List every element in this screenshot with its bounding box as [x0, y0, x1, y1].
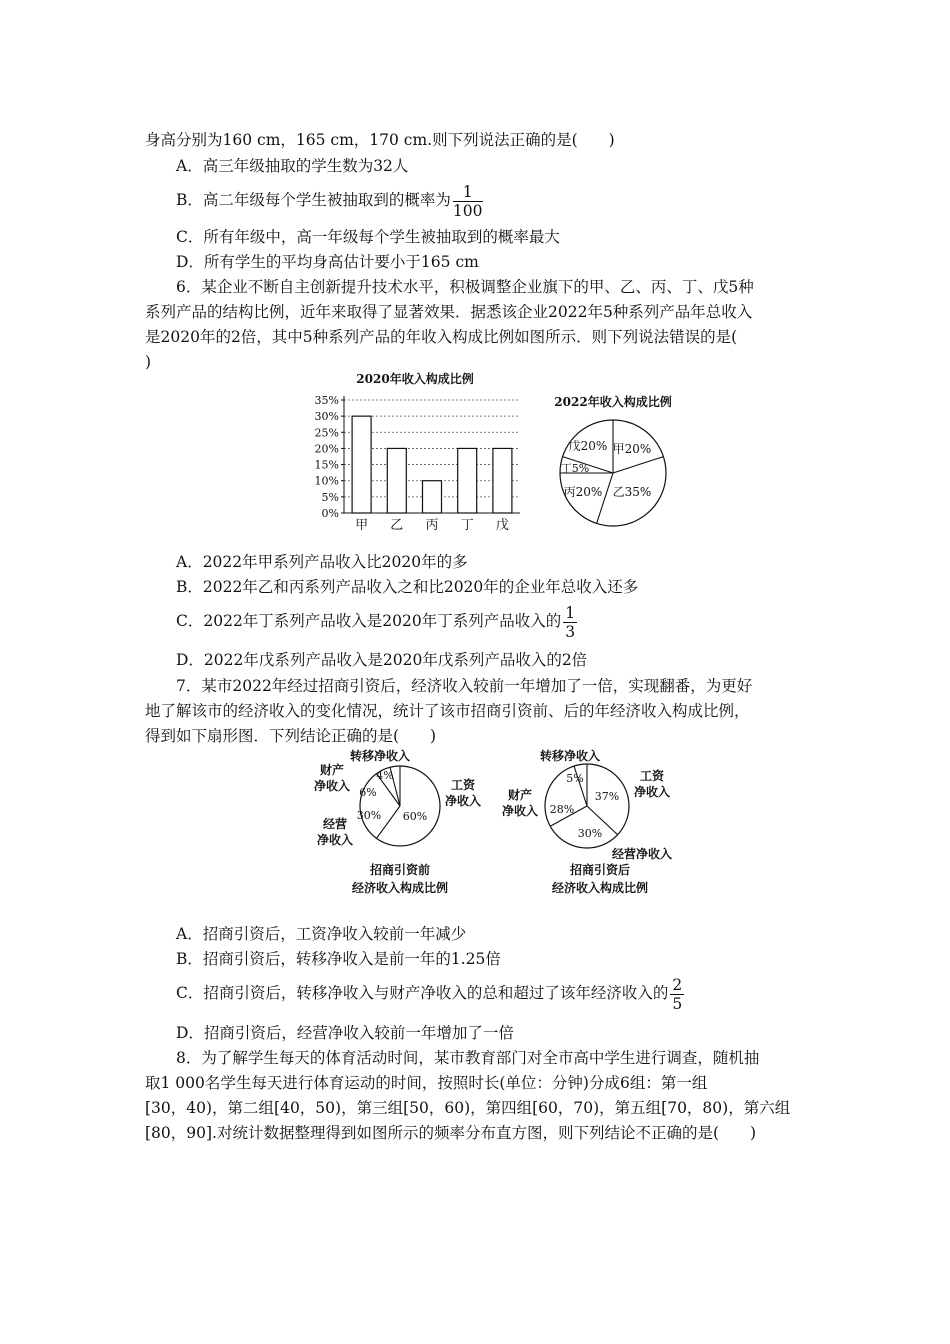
- q5-option-d: D．所有学生的平均身高估计要小于165 cm: [176, 253, 479, 271]
- after-pct-wage: 37%: [594, 790, 620, 803]
- bar-ytick-label: 25%: [314, 426, 339, 440]
- q5-b-denominator: 100: [452, 201, 483, 220]
- q8-stem-line-3: [30，40)，第二组[40，50)，第三组[50，60)，第四组[60，70)，第五组[70，80)，第六组: [145, 1099, 791, 1117]
- q5-option-b-fraction: [453, 183, 483, 220]
- q7-option-c-fraction: [670, 976, 684, 1013]
- bar-ytick-label: 30%: [314, 410, 339, 424]
- q6-option-a: A．2022年甲系列产品收入比2020年的多: [176, 553, 468, 571]
- bar-yticks: [315, 394, 520, 520]
- q7-stem-line-1: 7．某市2022年经过招商引资后，经济收入较前一年增加了一倍，实现翻番，为更好: [176, 677, 753, 695]
- q6-stem-line-4: ): [145, 353, 152, 371]
- before-pct-property: 6%: [359, 786, 377, 799]
- q8-stem-line-4: [80，90].对统计数据整理得到如图所示的频率分布直方图，则下列结论不正确的是( ): [145, 1124, 757, 1142]
- q5-option-a: A．高三年级抽取的学生数为32人: [176, 157, 409, 175]
- bar-ytick-label: 10%: [314, 474, 339, 488]
- after-label-transfer: 转移净收入: [539, 749, 601, 763]
- q5-option-c: C．所有年级中，高一年级每个学生被抽取到的概率最大: [176, 228, 560, 246]
- q7-option-a: A．招商引资后，工资净收入较前一年减少: [176, 925, 467, 943]
- pie-2022-label-jia: 甲20%: [612, 442, 652, 456]
- bar-categories: [355, 517, 509, 533]
- q6-stem-line-3: 是2020年的2倍，其中5种系列产品的年收入构成比例如图所示．则下列说法错误的是(: [145, 328, 738, 346]
- before-label-business-1: 经营: [322, 817, 348, 831]
- after-label-business: 经营净收入: [611, 847, 673, 861]
- q7-option-b: B．招商引资后，转移净收入是前一年的1.25倍: [176, 950, 501, 968]
- pie-before-slices: [360, 766, 440, 846]
- bar-ytick-label: 5%: [321, 490, 339, 504]
- before-label-wage-1: 工资: [450, 778, 476, 792]
- before-pct-wage: 60%: [402, 810, 428, 823]
- before-pct-transfer: 4%: [376, 769, 394, 782]
- chart-after-pie: [490, 744, 690, 902]
- bar-category-label: 乙: [390, 518, 404, 533]
- after-title-1: 招商引资后: [569, 863, 631, 877]
- after-title-2: 经济收入构成比例: [551, 881, 649, 895]
- q7-option-c-text: C．招商引资后，转移净收入与财产净收入的总和超过了该年经济收入的: [176, 984, 669, 1002]
- chart-2022-title: 2022年收入构成比例: [554, 395, 672, 409]
- bar-甲: [352, 416, 371, 513]
- before-title-1: 招商引资前: [369, 863, 431, 877]
- bar-戊: [493, 448, 512, 513]
- chart-2020-bar: [300, 368, 530, 540]
- pie-2022-label-wu: 戊20%: [568, 439, 608, 453]
- before-label-wage-2: 净收入: [444, 794, 482, 808]
- q5-b-numerator: 1: [453, 183, 483, 202]
- chart-before-pie: [300, 744, 500, 902]
- after-label-wage-1: 工资: [639, 769, 665, 783]
- q5-option-b-text: B．高二年级每个学生被抽取到的概率为: [176, 191, 451, 209]
- q7-option-d: D．招商引资后，经营净收入较前一年增加了一倍: [176, 1024, 514, 1042]
- pie-2022-label-ding: 丁5%: [560, 462, 590, 475]
- after-pct-property: 28%: [549, 803, 575, 816]
- bar-ytick-label: 0%: [321, 507, 339, 520]
- before-pct-business: 30%: [356, 809, 382, 822]
- q8-stem-line-2: 取1 000名学生每天进行体育运动的时间，按照时长(单位：分钟)分成6组：第一组: [145, 1074, 708, 1092]
- chart-2020-title: 2020年收入构成比例: [356, 372, 474, 386]
- before-label-business-2: 净收入: [316, 833, 354, 847]
- bar-category-label: 甲: [355, 518, 369, 533]
- q7-c-denominator: 5: [672, 994, 683, 1013]
- q7-option-c: [176, 973, 686, 1013]
- q6-option-b: B．2022年乙和丙系列产品收入之和比2020年的企业年总收入还多: [176, 578, 639, 596]
- q6-stem-line-2: 系列产品的结构比例，近年来取得了显著效果．据悉该企业2022年5种系列产品年总收入: [145, 303, 753, 321]
- before-label-property-1: 财产: [319, 763, 345, 777]
- bar-category-label: 丙: [425, 518, 439, 533]
- after-label-wage-2: 净收入: [633, 785, 671, 799]
- q8-stem-line-1: 8．为了解学生每天的体育活动时间，某市教育部门对全市高中学生进行调查，随机抽: [176, 1049, 760, 1067]
- bar-ytick-label: 20%: [314, 442, 339, 456]
- q7-stem-line-2: 地了解该市的经济收入的变化情况，统计了该市招商引资前、后的年经济收入构成比例，: [145, 702, 750, 720]
- q6-option-c: [176, 601, 579, 641]
- q6-option-c-fraction: [563, 604, 577, 641]
- bar-ytick-label: 15%: [314, 458, 339, 472]
- bar-丙: [423, 481, 442, 513]
- q6-c-denominator: 3: [565, 622, 576, 641]
- q5-stem-tail: 身高分别为160 cm，165 cm，170 cm.则下列说法正确的是( ): [145, 131, 615, 149]
- pie-2022-label-yi: 乙35%: [612, 485, 652, 499]
- bar-乙: [387, 448, 406, 513]
- q7-c-numerator: 2: [672, 975, 683, 994]
- q6-option-d: D．2022年戊系列产品收入是2020年戊系列产品收入的2倍: [176, 651, 588, 669]
- before-title-2: 经济收入构成比例: [351, 881, 449, 895]
- after-label-property-1: 财产: [507, 788, 533, 802]
- after-label-property-2: 净收入: [501, 804, 539, 818]
- pie-2022-label-bing: 丙20%: [563, 485, 603, 499]
- q6-c-numerator: 1: [565, 603, 576, 622]
- bar-丁: [458, 448, 477, 513]
- q7-stem-line-3: 得到如下扇形图．下列结论正确的是( ): [145, 727, 437, 745]
- after-pct-business: 30%: [577, 827, 603, 840]
- after-pct-transfer: 5%: [566, 772, 584, 785]
- bar-category-label: 丁: [460, 518, 474, 533]
- q5-option-b: [176, 180, 485, 220]
- bar-category-label: 戊: [495, 518, 509, 533]
- q6-option-c-text: C．2022年丁系列产品收入是2020年丁系列产品收入的: [176, 612, 562, 630]
- before-label-transfer: 转移净收入: [349, 749, 411, 763]
- chart-2022-pie: [548, 390, 676, 538]
- q6-stem-line-1: 6．某企业不断自主创新提升技术水平，积极调整企业旗下的甲、乙、丙、丁、戊5种: [176, 278, 754, 296]
- before-label-property-2: 净收入: [313, 779, 351, 793]
- bar-ytick-label: 35%: [314, 394, 339, 407]
